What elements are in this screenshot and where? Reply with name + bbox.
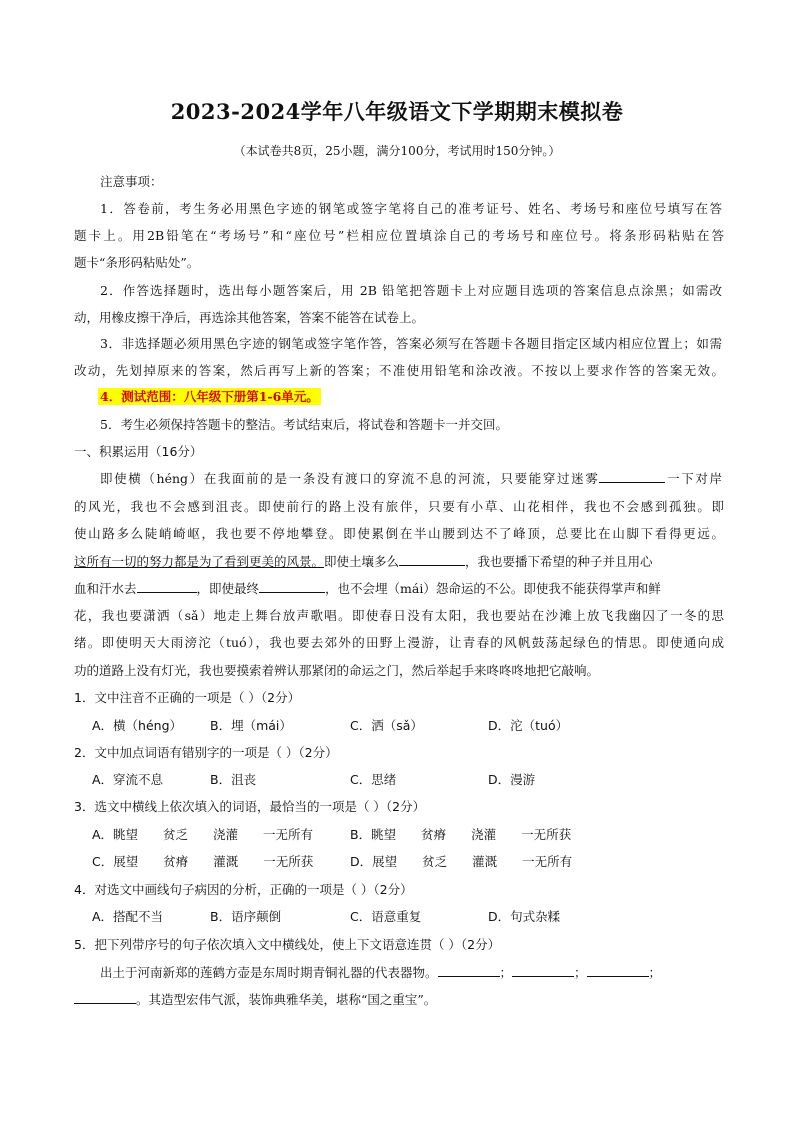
exam-subtitle: （本试卷共8页，25小题，满分100分，考试用时150分钟。） <box>233 144 561 158</box>
notice-item1-line1: 1．答卷前，考生务必用黑色字迹的钢笔或签字笔将自己的准考证号、姓名、考场号和座位号填写在答 <box>100 201 722 216</box>
notice-heading: 注意事项： <box>100 174 163 189</box>
q3-option-c[interactable]: C．展望 贫瘠 灌溉 一无所获 <box>92 854 314 869</box>
notice-item4 <box>98 387 748 405</box>
q5-blank-4 <box>74 991 136 1004</box>
test-scope-highlight: 4．测试范围：八年级下册第1-6单元。 <box>100 389 319 404</box>
passage-line5: 血和汗水去 ，即使最终 ，也不会埋（mái）怨命运的不公。即使我不能获得掌声和鲜 <box>74 581 661 596</box>
q2-option-a[interactable]: A．穿流不息 <box>92 772 164 787</box>
notice-item3-line1: 3．非选择题必须用黑色字迹的钢笔或签字笔作答，答案必须写在答题卡各题目指定区域内相应位置上；如需 <box>100 336 722 351</box>
notice-item2-line1: 2．作答选择题时，选出每小题答案后，用 2B 铅笔把答题卡上对应题目选项的答案信息点涂黑；如需改 <box>100 283 722 298</box>
blank-4 <box>259 580 325 593</box>
passage-line3: 使山路多么陡峭崎岖，我也要不停地攀登。即使累倒在半山腰到达不了峰顶，总要比在山脚下看得更远。 <box>74 526 724 541</box>
q3-option-d[interactable]: D．展望 贫乏 灌溉 一无所有 <box>350 854 573 869</box>
notice-item5: 5．考生必须保持答题卡的整洁。考试结束后，将试卷和答题卡一并交回。 <box>100 417 508 432</box>
underlined-sentence: 这所有一切的努力都是为了看到更美的风景。 <box>74 554 325 569</box>
question-1-stem: 1．文中注音不正确的一项是（ ）（2分） <box>74 690 301 705</box>
q4-option-a[interactable]: A．搭配不当 <box>92 909 164 924</box>
blank-1 <box>599 470 665 483</box>
notice-item1-line3: 题卡“条形码粘贴处”。 <box>74 255 200 270</box>
passage-line7: 绪。即使明天大雨滂沱（tuó），我也要去郊外的田野上漫游，让青春的风帆鼓荡起绿色的情思。即使通向成 <box>74 635 724 650</box>
question-4-stem: 4．对选文中画线句子病因的分析，正确的一项是（ ）（2分） <box>74 882 413 897</box>
q5-blank-2 <box>512 964 574 977</box>
question-2-stem: 2．文中加点词语有错别字的一项是（ ）（2分） <box>74 745 338 760</box>
passage-line8: 功的道路上没有灯光，我也要摸索着辨认那紧闭的命运之门，然后举起手来咚咚咚地把它敲响。 <box>74 663 600 678</box>
q5-blank-3 <box>587 964 649 977</box>
passage-line6: 花，我也要潇洒（sǎ）地走上舞台放声歌唱。即使春日没有太阳，我也要站在沙滩上放飞我幽囚了一冬的思 <box>74 608 724 623</box>
passage-line2: 的风光，我也不会感到沮丧。即使前行的路上没有旅伴，只要有小草、山花相伴，我也不会感到孤独。即 <box>74 499 724 514</box>
section1-heading: 一、积累运用（16分） <box>74 444 203 459</box>
q2-option-d[interactable]: D．漫游 <box>488 772 536 787</box>
q4-option-d[interactable]: D．句式杂糅 <box>488 909 561 924</box>
notice-item2-line2: 动，用橡皮擦干净后，再选涂其他答案，答案不能答在试卷上。 <box>74 310 425 325</box>
question-5-stem: 5．把下列带序号的句子依次填入文中横线处，使上下文语意连贯（ ）（2分） <box>74 937 501 952</box>
q1-option-a[interactable]: A．横（héng） <box>92 718 183 733</box>
q2-option-b[interactable]: B．沮丧 <box>210 772 257 787</box>
notice-item3-line2: 改动，先划掉原来的答案，然后再写上新的答案；不准使用铅笔和涂改液。不按以上要求作答的答案无效。 <box>74 363 724 378</box>
q5-text-line1: 出土于河南新郑的莲鹤方壶是东周时期青铜礼器的代表器物。 ； ； ； <box>100 965 662 980</box>
q4-option-c[interactable]: C．语意重复 <box>350 909 422 924</box>
q1-option-d[interactable]: D．沱（tuó） <box>488 718 569 733</box>
q4-option-b[interactable]: B．语序颠倒 <box>210 909 282 924</box>
q5-blank-1 <box>438 964 500 977</box>
q1-option-b[interactable]: B．埋（mái） <box>210 718 292 733</box>
q1-option-c[interactable]: C．洒（sǎ） <box>350 718 423 733</box>
q3-option-b[interactable]: B．眺望 贫瘠 浇灌 一无所获 <box>350 827 572 842</box>
question-3-stem: 3．选文中横线上依次填入的词语，最恰当的一项是（ ）（2分） <box>74 799 426 814</box>
blank-3 <box>137 580 197 593</box>
q2-option-c[interactable]: C．思绪 <box>350 772 397 787</box>
notice-item1-line2: 题卡上。用2B铅笔在“考场号”和“座位号”栏相应位置填涂自己的考场号和座位号。将条形码粘贴在答 <box>74 228 724 243</box>
passage-line4: 这所有一切的努力都是为了看到更美的风景。即使土壤多么 ，我也要播下希望的种子并且用心 <box>74 554 653 569</box>
blank-2 <box>399 553 465 566</box>
q3-option-a[interactable]: A．眺望 贫乏 浇灌 一无所有 <box>92 827 314 842</box>
passage-line1: 即使横（héng）在我面前的是一条没有渡口的穿流不息的河流，只要能穿过迷雾 一下对岸 <box>100 471 722 486</box>
page-title: 2023-2024学年八年级语文下学期期末模拟卷 <box>170 99 624 124</box>
q5-text-line2: 。其造型宏伟气派，装饰典雅华美，堪称“国之重宝”。 <box>74 990 724 1008</box>
